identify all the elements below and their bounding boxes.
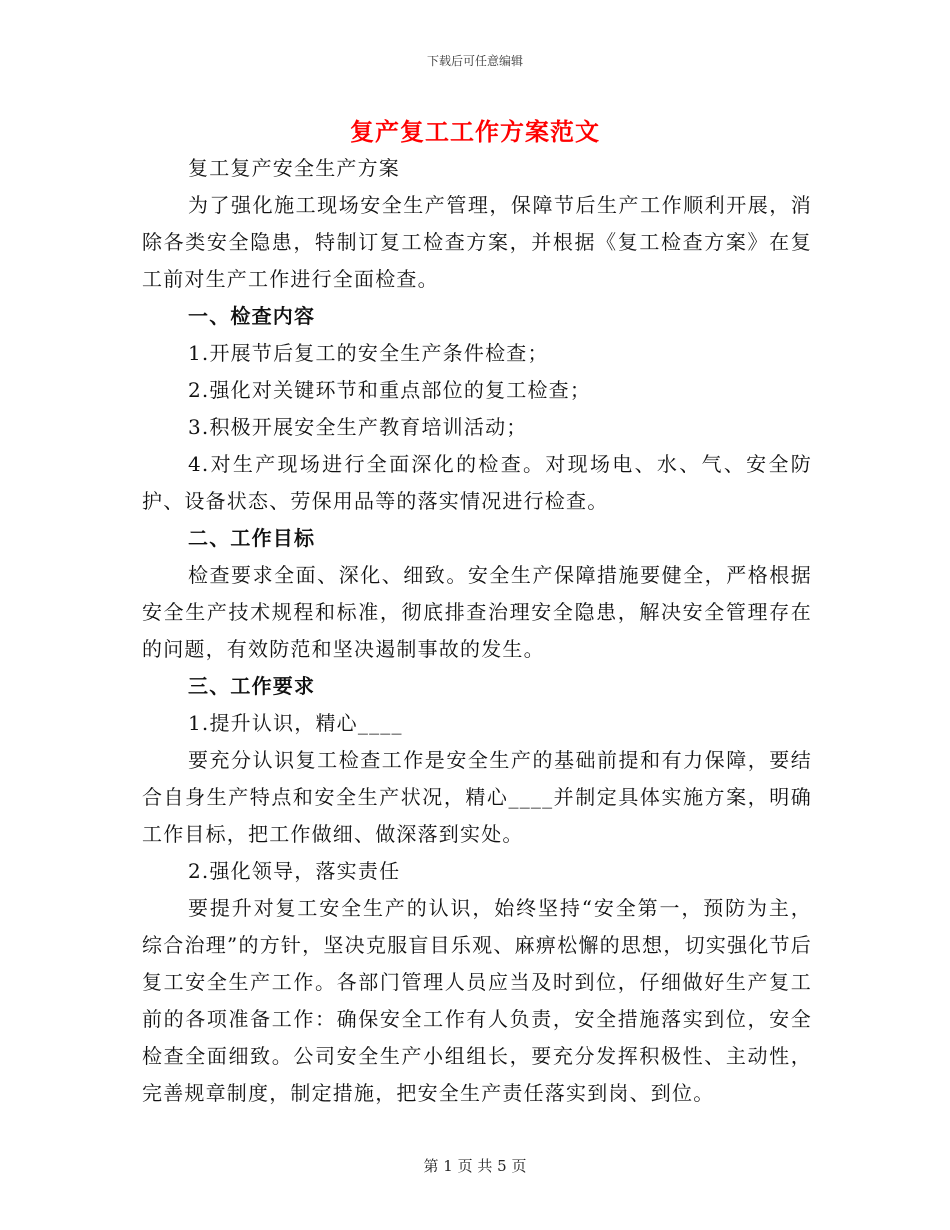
list-item: 2.强化对关键环节和重点部位的复工检查； [188,378,592,402]
list-item: 4.对生产现场进行全面深化的检查。对现场电、水、气、安全防护、设备状态、劳保用品等的落实情况进行检查。 [142,452,812,513]
leadership-paragraph: 要提升对复工安全生产的认识，始终坚持“安全第一，预防为主，综合治理”的方针，坚决克服盲目乐观、麻痹松懈的思想，切实强化节后复工安全生产工作。各部门管理人员应当及时到位，仔细做好生产复工前的各项准备工作：确保安全工作有人负责，安全措施落实到位，安全检查全面细致。公司安全生产小组组长，要充分发挥积极性、主动性，完善规章制度，制定措施，把安全生产责任落实到岗、到位。 [142,896,812,1105]
section-heading-inspection: 一、检查内容 [188,304,316,328]
list-item: 1.开展节后复工的安全生产条件检查； [188,341,549,365]
section-heading-goals: 二、工作目标 [188,526,316,550]
document-title: 复产复工工作方案范文 [350,117,600,146]
subheading: 1.提升认识，精心____ [188,711,403,735]
list-item: 3.积极开展安全生产教育培训活动； [188,415,528,439]
section-heading-requirements: 三、工作要求 [188,674,316,698]
intro-paragraph: 为了强化施工现场安全生产管理，保障节后生产工作顺利开展，消除各类安全隐患，特制订复工检查方案，并根据《复工检查方案》在复工前对生产工作进行全面检查。 [142,193,812,291]
subtitle-paragraph: 复工复产安全生产方案 [188,156,400,180]
document-body [142,150,812,1112]
page-footer: 第 1 页 共 5 页 [423,1157,527,1175]
header-note: 下载后可任意编辑 [426,54,523,68]
requirements-paragraph: 要充分认识复工检查工作是安全生产的基础前提和有力保障，要结合自身生产特点和安全生产状况，精心____并制定具体实施方案，明确工作目标，把工作做细、做深落到实处。 [142,748,812,846]
goals-paragraph: 检查要求全面、深化、细致。安全生产保障措施要健全，严格根据安全生产技术规程和标准，彻底排查治理安全隐患，解决安全管理存在的问题，有效防范和坚决遏制事故的发生。 [142,563,812,661]
subheading: 2.强化领导，落实责任 [188,859,401,883]
